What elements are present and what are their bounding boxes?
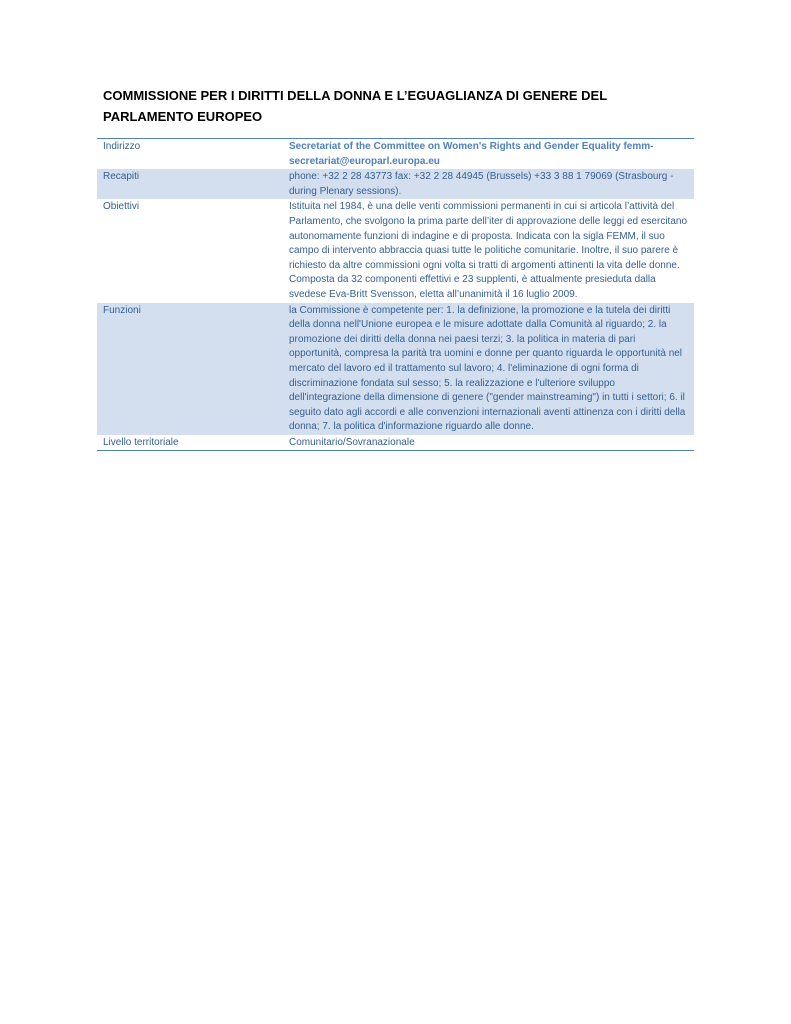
info-table [97, 138, 694, 451]
row-value: Istituita nel 1984, è una delle venti commissioni permanenti in cui si articola l’attività del Parlamento, che svolgono la prima parte dell’iter di approvazione delle leggi ed esercitano autonomamente funzioni di indagine e di proposta. Indicata con la sigla FEMM, il suo campo di intervento abbraccia quasi tutte le politiche comunitarie. Inoltre, il suo parere è richiesto da altre commissioni ogni volta si tratti di argomenti attinenti la vita delle donne. Composta da 32 componenti effettivi e 23 supplenti, è attualmente presieduta dalla svedese Eva-Britt Svensson, eletta all’unanimità il 16 luglio 2009. [289, 201, 688, 300]
row-label: Livello territoriale [103, 436, 179, 448]
row-value: la Commissione è competente per: 1. la definizione, la promozione e la tutela dei diritti della donna nell'Unione europea e le misure adottate dalla Comunità al riguardo; 2. la promozione dei diritti della donna nei paesi terzi; 3. la politica in materia di pari opportunità, compresa la parità tra uomini e donne per quanto riguarda le opportunità nel mercato del lavoro ed il trattamento sul lavoro; 4. l'eliminazione di ogni forma di discriminazione fondata sul sesso; 5. la realizzazione e l'ulteriore sviluppo dell'integrazione della dimensione di genere ("gender mainstreaming") in tutti i settori; 6. il seguito dato agli accordi e alle convenzioni internazionali aventi attinenza con i diritti della donna; 7. la politica d'informazione riguardo alle donne. [283, 303, 694, 435]
row-value: phone: +32 2 28 43773 fax: +32 2 28 44945 (Brussels) +33 3 88 1 79069 (Strasbourg - during Plenary sessions). [283, 169, 694, 199]
row-label: Funzioni [97, 303, 283, 435]
table-row-obiettivi [97, 199, 694, 302]
table-row-livello-territoriale [97, 435, 694, 451]
row-label: Indirizzo [103, 141, 141, 152]
page-title: COMMISSIONE PER I DIRITTI DELLA DONNA E L’EGUAGLIANZA DI GENERE DEL PARLAMENTO EUROPEO [103, 88, 607, 124]
row-label: Recapiti [97, 169, 283, 199]
table-row-funzioni [97, 303, 694, 435]
row-value: Secretariat of the Committee on Women's Rights and Gender Equality femm-secretariat@europarl.europa.eu [289, 141, 654, 167]
row-label: Obiettivi [103, 201, 140, 213]
table-row-indirizzo [97, 139, 694, 170]
row-value: Comunitario/Sovranazionale [289, 436, 415, 448]
table-row-recapiti [97, 169, 694, 199]
